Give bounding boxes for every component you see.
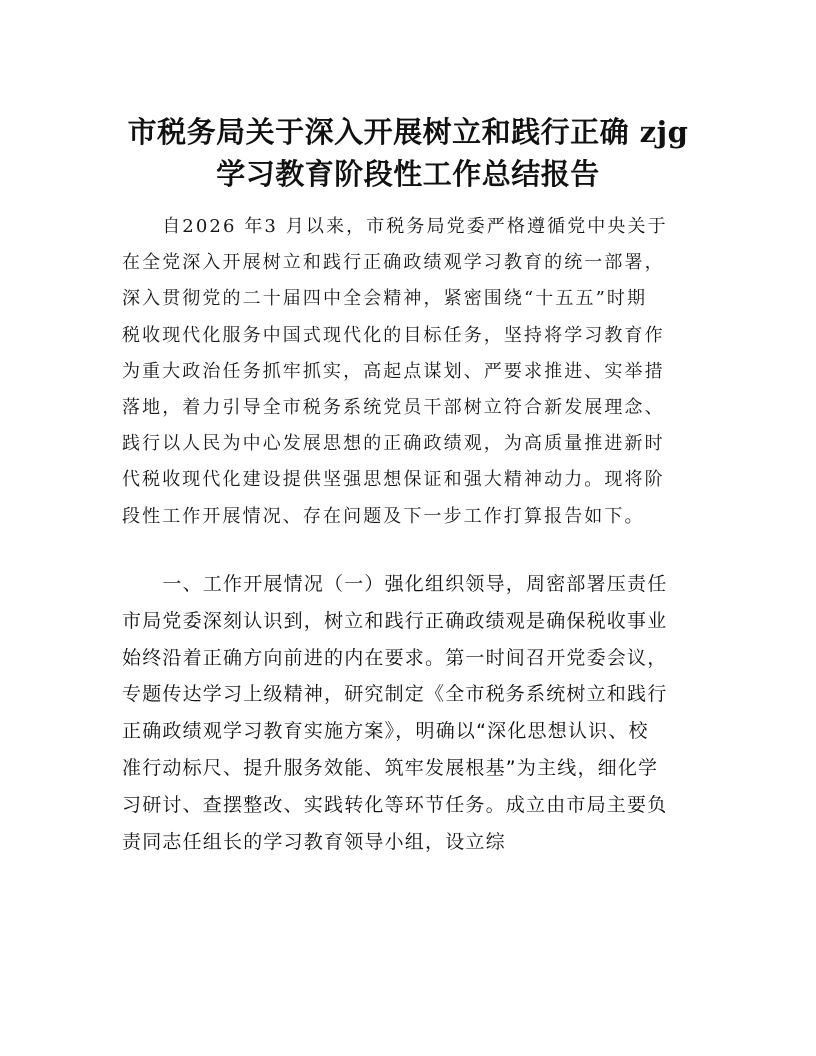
paragraph-line: 正确政绩观学习教育实施方案》，明确以“深化思想认识、校 xyxy=(122,720,649,743)
paragraph-line: 深入贯彻党的二十届四中全会精神，紧密围绕“十五五”时期 xyxy=(122,288,648,310)
paragraph-line: 落地，着力引导全市税务系统党员干部树立符合新发展理念、 xyxy=(122,396,665,418)
paragraph-line: 自2026 年3 月以来，市税务局党委严格遵循党中央关于 xyxy=(122,216,668,237)
paragraph-line: 税收现代化服务中国式现代化的目标任务，坚持将学习教育作 xyxy=(122,324,665,346)
paragraph-line: 代税收现代化建设提供坚强思想保证和强大精神动力。现将阶 xyxy=(122,469,665,491)
paragraph-line: 为重大政治任务抓牢抓实，高起点谋划、严要求推进、实举措 xyxy=(122,360,665,382)
title-line: 市税务局关于深入开展树立和践行正确 zjg xyxy=(127,115,689,149)
paragraph-line: 在全党深入开展树立和践行正确政绩观学习教育的统一部署， xyxy=(122,252,665,274)
title-line: 学习教育阶段性工作总结报告 xyxy=(216,157,600,191)
paragraph-line: 习研讨、查摆整改、实践转化等环节任务。成立由市局主要负 xyxy=(122,793,668,816)
paragraph-line: 市局党委深刻认识到，树立和践行正确政绩观是确保税收事业 xyxy=(122,609,668,632)
intro-paragraph xyxy=(122,209,702,535)
paragraph-line: 专题传达学习上级精神，研究制定《全市税务系统树立和践行 xyxy=(122,683,668,706)
paragraph-line: 准行动标尺、提升服务效能、筑牢发展根基”为主线，细化学 xyxy=(122,756,659,779)
paragraph-line: 一、工作开展情况（一）强化组织领导，周密部署压责任 xyxy=(122,573,668,595)
document-title xyxy=(110,111,706,195)
section-paragraph xyxy=(122,566,702,860)
paragraph-line: 段性工作开展情况、存在问题及下一步工作打算报告如下。 xyxy=(122,505,645,527)
paragraph-line: 始终沿着正确方向前进的内在要求。第一时间召开党委会议， xyxy=(122,646,668,669)
paragraph-line: 责同志任组长的学习教育领导小组，设立综 xyxy=(122,830,506,853)
paragraph-line: 践行以人民为中心发展思想的正确政绩观，为高质量推进新时 xyxy=(122,433,665,455)
